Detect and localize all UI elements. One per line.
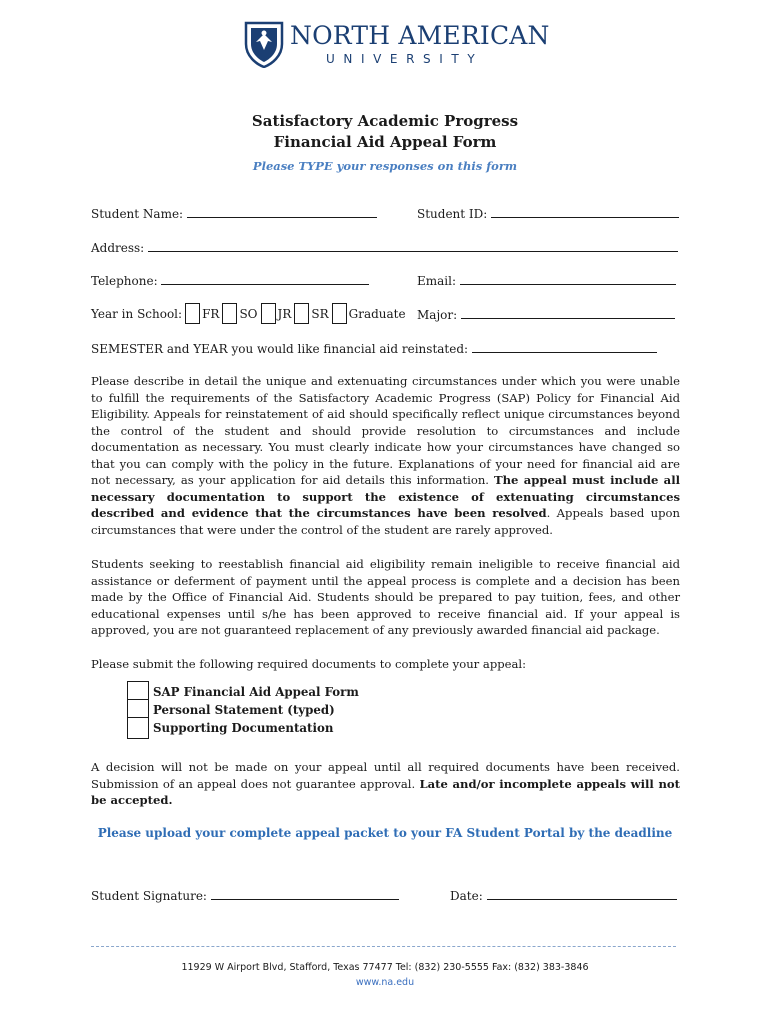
major-field[interactable]	[461, 307, 675, 319]
option-so: SO	[239, 306, 258, 321]
email-field[interactable]	[460, 273, 676, 285]
major-label: Major:	[417, 308, 458, 322]
footer-divider	[91, 946, 676, 947]
checkbox-fr[interactable]	[185, 303, 200, 324]
address-row	[91, 240, 678, 256]
telephone-row	[91, 273, 369, 289]
address-field[interactable]	[148, 240, 678, 252]
email-row	[417, 273, 676, 289]
checkbox-sr[interactable]	[294, 303, 309, 324]
documents-intro: Please submit the following required documents to complete your appeal:	[91, 657, 527, 671]
date-label: Date:	[450, 889, 483, 903]
list-item	[127, 701, 359, 719]
student-id-label: Student ID:	[417, 207, 488, 221]
student-name-row	[91, 206, 377, 222]
date-row	[450, 888, 677, 904]
address-label: Address:	[91, 241, 145, 255]
form-title-line2: Financial Aid Appeal Form	[273, 133, 497, 151]
major-row	[417, 307, 675, 323]
university-logo	[244, 20, 550, 70]
semester-row	[91, 341, 657, 357]
decision-paragraph	[91, 759, 680, 809]
student-id-field[interactable]	[491, 206, 679, 218]
telephone-label: Telephone:	[91, 274, 158, 288]
semester-field[interactable]	[472, 341, 657, 353]
required-documents-list	[127, 683, 359, 737]
late-appeals-warning: Late and/or incomplete appeals will not be accepted.	[91, 776, 681, 807]
circumstances-text-end: . Appeals based upon circumstances that were under the control of the student are rarely approved.	[91, 506, 680, 537]
document-label: Personal Statement (typed)	[153, 703, 335, 717]
signature-row	[91, 888, 399, 904]
student-name-label: Student Name:	[91, 207, 184, 221]
typing-instruction: Please TYPE your responses on this form	[252, 159, 518, 173]
shield-eagle-icon	[244, 20, 284, 68]
signature-field[interactable]	[211, 888, 399, 900]
checkbox-so[interactable]	[222, 303, 237, 324]
logo-subname: UNIVERSITY	[326, 52, 484, 66]
footer-website-link[interactable]: www.na.edu	[355, 977, 415, 988]
checkbox-jr[interactable]	[261, 303, 276, 324]
list-item	[127, 683, 359, 701]
signature-label: Student Signature:	[91, 889, 207, 903]
student-id-row	[417, 206, 679, 222]
checkbox-graduate[interactable]	[332, 303, 347, 324]
documentation-requirement: The appeal must include all necessary documentation to support the existence of extenuating circumstances described and evidence that the circumstances have been resolved	[91, 473, 681, 520]
year-in-school-label: Year in School:	[91, 306, 183, 321]
option-jr: JR	[277, 306, 292, 321]
option-graduate: Graduate	[348, 306, 406, 321]
upload-instruction: Please upload your complete appeal packet to your FA Student Portal by the deadline	[97, 826, 673, 840]
footer-address: 11929 W Airport Blvd, Stafford, Texas 77477 Tel: (832) 230-5555 Fax: (832) 383-3846	[181, 962, 589, 973]
option-fr: FR	[202, 306, 220, 321]
list-item	[127, 719, 359, 737]
email-label: Email:	[417, 274, 457, 288]
semester-label: SEMESTER and YEAR you would like financial aid reinstated:	[91, 342, 469, 356]
option-sr: SR	[311, 306, 329, 321]
circumstances-text: Please describe in detail the unique and extenuating circumstances under which you were unable to fulfill the requirements of the Satisfactory Academic Progress (SAP) Policy for Financial Aid Eligibility. Appeals for reinstatement of aid should specifically reflect unique circumstances beyond the control of the student and should provide resolution to circumstances and include documentation as necessary. You must clearly indicate how your circumstances have changed so that you can comply with the policy in the future. Explanations of your need for financial aid are not necessary, as your application for aid details this information.	[91, 374, 680, 487]
checkbox-supporting-documentation[interactable]	[127, 717, 149, 739]
date-field[interactable]	[487, 888, 677, 900]
year-in-school-row	[91, 303, 408, 324]
telephone-field[interactable]	[161, 273, 369, 285]
circumstances-paragraph	[91, 373, 680, 538]
document-label: SAP Financial Aid Appeal Form	[153, 685, 359, 699]
student-name-field[interactable]	[187, 206, 377, 218]
eligibility-paragraph: Students seeking to reestablish financial aid eligibility remain ineligible to receive financial aid assistance or deferment of payment until the appeal process is complete and a decision has been made by the Office of Financial Aid. Students should be prepared to pay tuition, fees, and other educational expenses until s/he has been approved to receive financial aid. If your appeal is approved, you are not guaranteed replacement of any previously awarded financial aid package.	[91, 557, 680, 637]
document-label: Supporting Documentation	[153, 721, 334, 735]
logo-name: NORTH AMERICAN	[290, 21, 550, 50]
form-title-line1: Satisfactory Academic Progress	[251, 112, 519, 130]
decision-text: A decision will not be made on your appeal until all required documents have been received. Submission of an appeal does not guarantee approval.	[91, 760, 680, 791]
